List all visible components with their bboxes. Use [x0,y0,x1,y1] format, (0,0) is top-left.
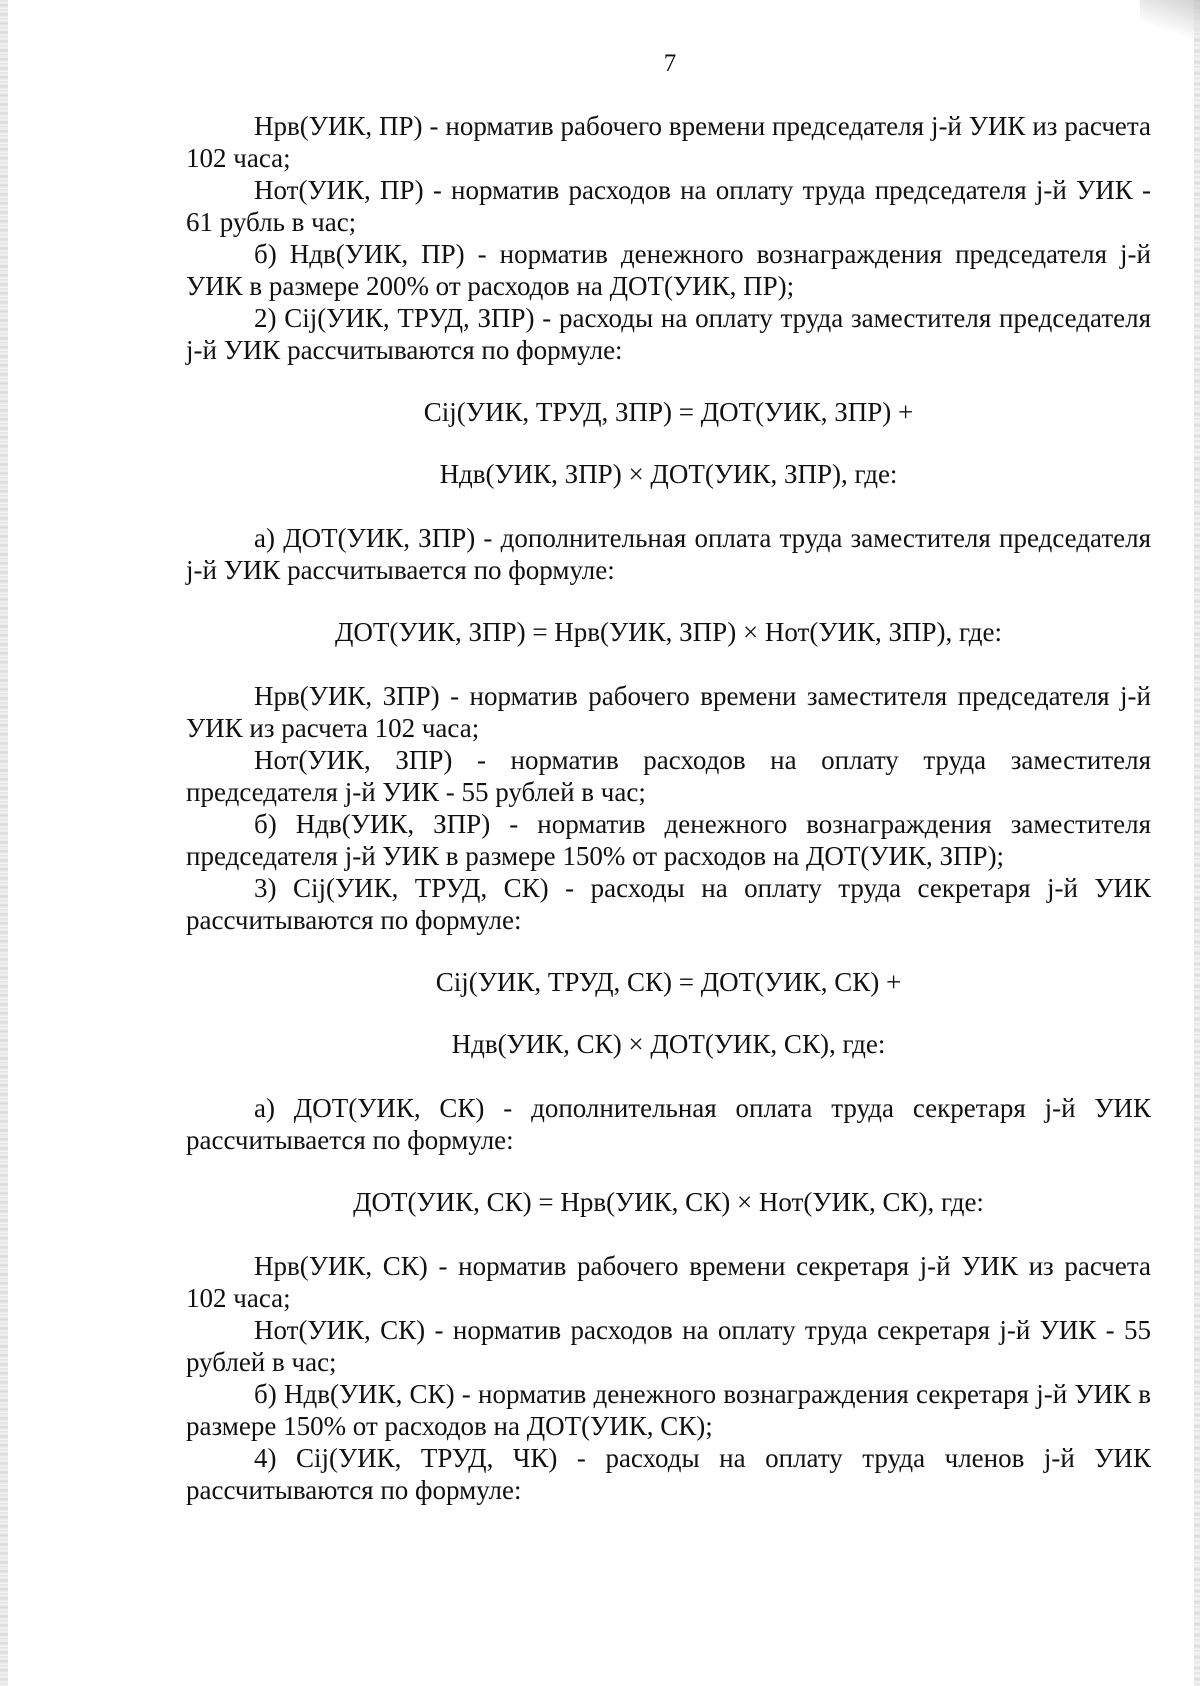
formula-cij-zpr-line2: Ндв(УИК, ЗПР) × ДОТ(УИК, ЗПР), где: [439,459,898,489]
paragraph-nrv-zpr: Нрв(УИК, ЗПР) - норматив рабочего времени заместителя председателя j-й УИК из расчета 102 часа; [186,681,1151,743]
paragraph-not-pr: Нот(УИК, ПР) - норматив расходов на оплату труда председателя j-й УИК - 61 рубль в час; [186,175,1151,237]
paragraph-dot-zpr: а) ДОТ(УИК, ЗПР) - дополнительная оплата труда заместителя председателя j-й УИК рассчитывается по формуле: [186,523,1151,585]
paragraph-ndv-zpr: б) Ндв(УИК, ЗПР) - норматив денежного вознаграждения заместителя председателя j-й УИК в размере 150% от расходов на ДОТ(УИК, ЗПР); [186,809,1151,871]
formula-dot-zpr: ДОТ(УИК, ЗПР) = Нрв(УИК, ЗПР) × Нот(УИК, ЗПР), где: [335,617,1002,647]
paragraph-item-4: 4) Cij(УИК, ТРУД, ЧК) - расходы на оплату труда членов j-й УИК рассчитываются по формуле: [186,1443,1151,1505]
formula-cij-sk-line2: Ндв(УИК, СК) × ДОТ(УИК, СК), где: [451,1029,886,1059]
scan-edge-left [0,0,8,1686]
paragraph-dot-sk: а) ДОТ(УИК, СК) - дополнительная оплата труда секретаря j-й УИК рассчитывается по формуле: [186,1093,1151,1155]
paragraph-not-sk: Нот(УИК, СК) - норматив расходов на оплату труда секретаря j-й УИК - 55 рублей в час; [186,1315,1151,1377]
scan-corner-shadow [1140,0,1200,40]
formula-cij-zpr-line1: Cij(УИК, ТРУД, ЗПР) = ДОТ(УИК, ЗПР) + [423,397,914,427]
paragraph-item-2: 2) Cij(УИК, ТРУД, ЗПР) - расходы на оплату труда заместителя председателя j-й УИК рассчитываются по формуле: [186,303,1151,365]
paragraph-ndv-pr: б) Ндв(УИК, ПР) - норматив денежного вознаграждения председателя j-й УИК в размере 200% от расходов на ДОТ(УИК, ПР); [186,239,1151,301]
formula-cij-sk-line1: Cij(УИК, ТРУД, СК) = ДОТ(УИК, СК) + [435,967,902,997]
document-body [186,110,1151,1506]
paragraph-nrv-sk: Нрв(УИК, СК) - норматив рабочего времени секретаря j-й УИК из расчета 102 часа; [186,1251,1151,1313]
page-number: 7 [663,50,677,77]
paragraph-ndv-sk: б) Ндв(УИК, СК) - норматив денежного вознаграждения секретаря j-й УИК в размере 150% от расходов на ДОТ(УИК, СК); [186,1379,1151,1441]
scan-edge-right [1194,0,1200,1686]
paragraph-not-zpr: Нот(УИК, ЗПР) - норматив расходов на оплату труда заместителя председателя j-й УИК - 55 рублей в час; [186,745,1151,807]
paragraph-nrv-pr: Нрв(УИК, ПР) - норматив рабочего времени председателя j-й УИК из расчета 102 часа; [186,111,1151,173]
formula-dot-sk: ДОТ(УИК, СК) = Нрв(УИК, СК) × Нот(УИК, СК), где: [353,1187,984,1217]
paragraph-item-3: 3) Cij(УИК, ТРУД, СК) - расходы на оплату труда секретаря j-й УИК рассчитываются по формуле: [186,873,1151,935]
